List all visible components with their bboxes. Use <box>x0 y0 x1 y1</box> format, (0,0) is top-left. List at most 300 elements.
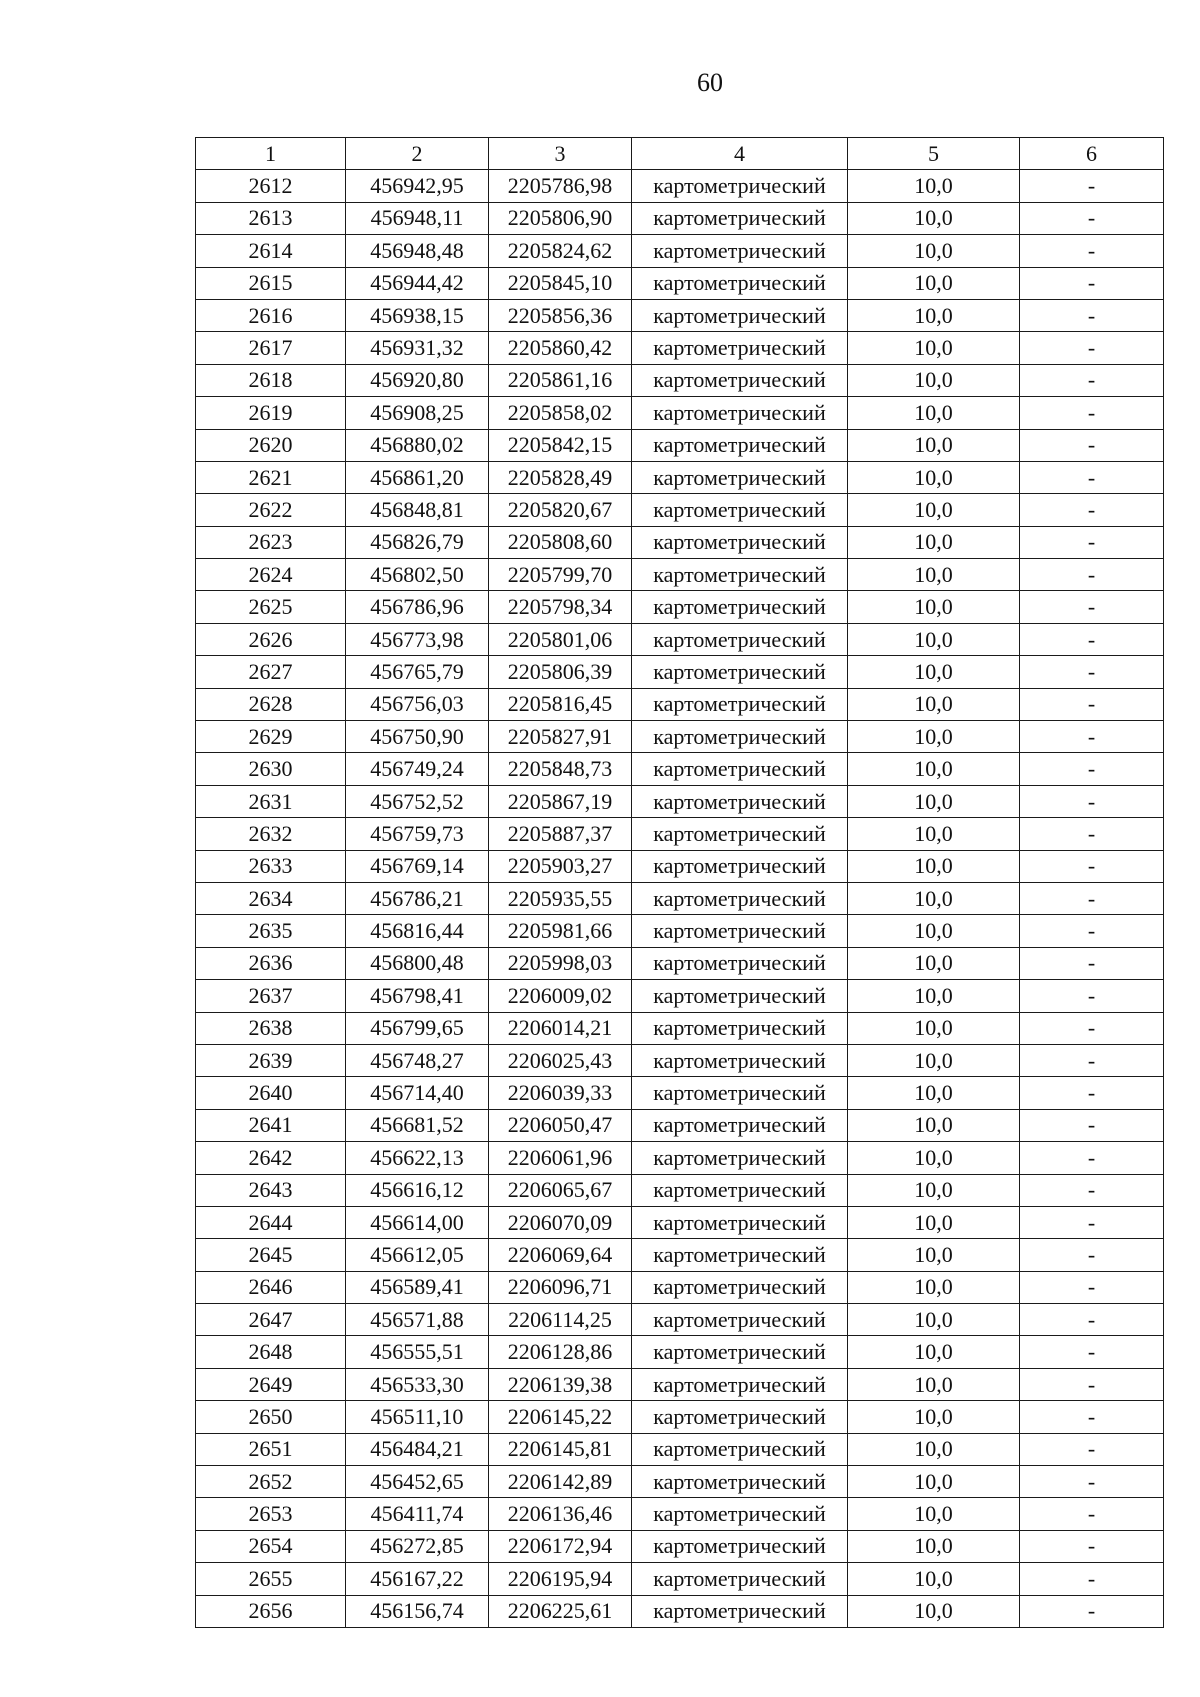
table-row <box>196 235 1164 267</box>
point-number-cell: 2643 <box>196 1174 346 1206</box>
y-coordinate-cell: 2206070,09 <box>489 1206 632 1238</box>
x-coordinate-cell: 456616,12 <box>346 1174 489 1206</box>
method-cell: картометрический <box>632 1012 848 1044</box>
y-coordinate-cell: 2205903,27 <box>489 850 632 882</box>
table-row <box>196 882 1164 914</box>
point-number-cell: 2623 <box>196 526 346 558</box>
method-cell: картометрический <box>632 591 848 623</box>
method-cell: картометрический <box>632 980 848 1012</box>
y-coordinate-cell: 2205799,70 <box>489 559 632 591</box>
x-coordinate-cell: 456750,90 <box>346 721 489 753</box>
point-number-cell: 2638 <box>196 1012 346 1044</box>
x-coordinate-cell: 456571,88 <box>346 1304 489 1336</box>
table-row <box>196 1563 1164 1595</box>
note-cell: - <box>1020 947 1164 979</box>
x-coordinate-cell: 456589,41 <box>346 1271 489 1303</box>
x-coordinate-cell: 456156,74 <box>346 1595 489 1627</box>
y-coordinate-cell: 2206039,33 <box>489 1077 632 1109</box>
point-number-cell: 2634 <box>196 882 346 914</box>
note-cell: - <box>1020 461 1164 493</box>
method-cell: картометрический <box>632 785 848 817</box>
table-row <box>196 980 1164 1012</box>
accuracy-cell: 10,0 <box>848 1401 1020 1433</box>
point-number-cell: 2617 <box>196 332 346 364</box>
y-coordinate-cell: 2205824,62 <box>489 235 632 267</box>
accuracy-cell: 10,0 <box>848 1239 1020 1271</box>
accuracy-cell: 10,0 <box>848 1012 1020 1044</box>
note-cell: - <box>1020 397 1164 429</box>
note-cell: - <box>1020 1271 1164 1303</box>
accuracy-cell: 10,0 <box>848 559 1020 591</box>
accuracy-cell: 10,0 <box>848 1174 1020 1206</box>
y-coordinate-cell: 2205806,90 <box>489 202 632 234</box>
y-coordinate-cell: 2205842,15 <box>489 429 632 461</box>
accuracy-cell: 10,0 <box>848 1044 1020 1076</box>
point-number-cell: 2639 <box>196 1044 346 1076</box>
y-coordinate-cell: 2205806,39 <box>489 656 632 688</box>
x-coordinate-cell: 456826,79 <box>346 526 489 558</box>
method-cell: картометрический <box>632 1239 848 1271</box>
x-coordinate-cell: 456167,22 <box>346 1563 489 1595</box>
x-coordinate-cell: 456533,30 <box>346 1368 489 1400</box>
y-coordinate-cell: 2206114,25 <box>489 1304 632 1336</box>
accuracy-cell: 10,0 <box>848 721 1020 753</box>
table-row <box>196 267 1164 299</box>
column-header-5: 5 <box>848 138 1020 170</box>
accuracy-cell: 10,0 <box>848 1336 1020 1368</box>
table-row <box>196 332 1164 364</box>
y-coordinate-cell: 2206142,89 <box>489 1466 632 1498</box>
x-coordinate-cell: 456948,48 <box>346 235 489 267</box>
x-coordinate-cell: 456411,74 <box>346 1498 489 1530</box>
note-cell: - <box>1020 1401 1164 1433</box>
x-coordinate-cell: 456786,21 <box>346 882 489 914</box>
note-cell: - <box>1020 1012 1164 1044</box>
point-number-cell: 2616 <box>196 299 346 331</box>
table-row <box>196 1239 1164 1271</box>
column-header-4: 4 <box>632 138 848 170</box>
x-coordinate-cell: 456880,02 <box>346 429 489 461</box>
point-number-cell: 2629 <box>196 721 346 753</box>
x-coordinate-cell: 456948,11 <box>346 202 489 234</box>
method-cell: картометрический <box>632 1401 848 1433</box>
note-cell: - <box>1020 494 1164 526</box>
table-row <box>196 1044 1164 1076</box>
accuracy-cell: 10,0 <box>848 267 1020 299</box>
column-header-6: 6 <box>1020 138 1164 170</box>
point-number-cell: 2651 <box>196 1433 346 1465</box>
accuracy-cell: 10,0 <box>848 623 1020 655</box>
method-cell: картометрический <box>632 1530 848 1562</box>
method-cell: картометрический <box>632 170 848 202</box>
note-cell: - <box>1020 1077 1164 1109</box>
table-row <box>196 1174 1164 1206</box>
y-coordinate-cell: 2205798,34 <box>489 591 632 623</box>
method-cell: картометрический <box>632 1498 848 1530</box>
table-row <box>196 1530 1164 1562</box>
table-row <box>196 1433 1164 1465</box>
accuracy-cell: 10,0 <box>848 235 1020 267</box>
note-cell: - <box>1020 785 1164 817</box>
method-cell: картометрический <box>632 1595 848 1627</box>
accuracy-cell: 10,0 <box>848 1466 1020 1498</box>
method-cell: картометрический <box>632 1142 848 1174</box>
point-number-cell: 2640 <box>196 1077 346 1109</box>
x-coordinate-cell: 456931,32 <box>346 332 489 364</box>
page-number: 60 <box>697 68 723 97</box>
point-number-cell: 2655 <box>196 1563 346 1595</box>
y-coordinate-cell: 2206050,47 <box>489 1109 632 1141</box>
accuracy-cell: 10,0 <box>848 1433 1020 1465</box>
x-coordinate-cell: 456748,27 <box>346 1044 489 1076</box>
note-cell: - <box>1020 170 1164 202</box>
x-coordinate-cell: 456773,98 <box>346 623 489 655</box>
table-body <box>196 170 1164 1628</box>
method-cell: картометрический <box>632 332 848 364</box>
note-cell: - <box>1020 1530 1164 1562</box>
x-coordinate-cell: 456920,80 <box>346 364 489 396</box>
note-cell: - <box>1020 980 1164 1012</box>
point-number-cell: 2636 <box>196 947 346 979</box>
y-coordinate-cell: 2206225,61 <box>489 1595 632 1627</box>
note-cell: - <box>1020 656 1164 688</box>
note-cell: - <box>1020 850 1164 882</box>
table-row <box>196 299 1164 331</box>
point-number-cell: 2618 <box>196 364 346 396</box>
note-cell: - <box>1020 1336 1164 1368</box>
method-cell: картометрический <box>632 1304 848 1336</box>
column-header-2: 2 <box>346 138 489 170</box>
coordinate-table <box>195 137 1164 1628</box>
y-coordinate-cell: 2205981,66 <box>489 915 632 947</box>
y-coordinate-cell: 2205828,49 <box>489 461 632 493</box>
y-coordinate-cell: 2206061,96 <box>489 1142 632 1174</box>
accuracy-cell: 10,0 <box>848 688 1020 720</box>
table-row <box>196 785 1164 817</box>
method-cell: картометрический <box>632 494 848 526</box>
point-number-cell: 2619 <box>196 397 346 429</box>
x-coordinate-cell: 456272,85 <box>346 1530 489 1562</box>
note-cell: - <box>1020 235 1164 267</box>
table-row <box>196 526 1164 558</box>
x-coordinate-cell: 456756,03 <box>346 688 489 720</box>
point-number-cell: 2625 <box>196 591 346 623</box>
accuracy-cell: 10,0 <box>848 1109 1020 1141</box>
method-cell: картометрический <box>632 267 848 299</box>
table-row <box>196 202 1164 234</box>
table-row <box>196 1368 1164 1400</box>
method-cell: картометрический <box>632 1433 848 1465</box>
accuracy-cell: 10,0 <box>848 397 1020 429</box>
note-cell: - <box>1020 753 1164 785</box>
accuracy-cell: 10,0 <box>848 170 1020 202</box>
point-number-cell: 2628 <box>196 688 346 720</box>
point-number-cell: 2656 <box>196 1595 346 1627</box>
point-number-cell: 2647 <box>196 1304 346 1336</box>
x-coordinate-cell: 456752,52 <box>346 785 489 817</box>
note-cell: - <box>1020 721 1164 753</box>
method-cell: картометрический <box>632 753 848 785</box>
method-cell: картометрический <box>632 397 848 429</box>
y-coordinate-cell: 2205848,73 <box>489 753 632 785</box>
accuracy-cell: 10,0 <box>848 526 1020 558</box>
method-cell: картометрический <box>632 1174 848 1206</box>
note-cell: - <box>1020 1174 1164 1206</box>
accuracy-cell: 10,0 <box>848 1304 1020 1336</box>
table-row <box>196 1401 1164 1433</box>
point-number-cell: 2650 <box>196 1401 346 1433</box>
point-number-cell: 2635 <box>196 915 346 947</box>
x-coordinate-cell: 456848,81 <box>346 494 489 526</box>
y-coordinate-cell: 2206014,21 <box>489 1012 632 1044</box>
note-cell: - <box>1020 429 1164 461</box>
x-coordinate-cell: 456816,44 <box>346 915 489 947</box>
x-coordinate-cell: 456769,14 <box>346 850 489 882</box>
note-cell: - <box>1020 299 1164 331</box>
table-row <box>196 1336 1164 1368</box>
y-coordinate-cell: 2206139,38 <box>489 1368 632 1400</box>
note-cell: - <box>1020 1109 1164 1141</box>
method-cell: картометрический <box>632 1044 848 1076</box>
method-cell: картометрический <box>632 1563 848 1595</box>
accuracy-cell: 10,0 <box>848 980 1020 1012</box>
y-coordinate-cell: 2206025,43 <box>489 1044 632 1076</box>
y-coordinate-cell: 2206136,46 <box>489 1498 632 1530</box>
x-coordinate-cell: 456484,21 <box>346 1433 489 1465</box>
point-number-cell: 2630 <box>196 753 346 785</box>
accuracy-cell: 10,0 <box>848 1563 1020 1595</box>
method-cell: картометрический <box>632 1368 848 1400</box>
accuracy-cell: 10,0 <box>848 299 1020 331</box>
y-coordinate-cell: 2205860,42 <box>489 332 632 364</box>
table-row <box>196 1466 1164 1498</box>
method-cell: картометрический <box>632 818 848 850</box>
table-row <box>196 947 1164 979</box>
method-cell: картометрический <box>632 429 848 461</box>
y-coordinate-cell: 2206172,94 <box>489 1530 632 1562</box>
point-number-cell: 2645 <box>196 1239 346 1271</box>
method-cell: картометрический <box>632 1466 848 1498</box>
note-cell: - <box>1020 1142 1164 1174</box>
x-coordinate-cell: 456452,65 <box>346 1466 489 1498</box>
accuracy-cell: 10,0 <box>848 1142 1020 1174</box>
table-row <box>196 1271 1164 1303</box>
y-coordinate-cell: 2205820,67 <box>489 494 632 526</box>
x-coordinate-cell: 456861,20 <box>346 461 489 493</box>
table-row <box>196 850 1164 882</box>
x-coordinate-cell: 456765,79 <box>346 656 489 688</box>
table-row <box>196 688 1164 720</box>
y-coordinate-cell: 2205935,55 <box>489 882 632 914</box>
table-row <box>196 429 1164 461</box>
y-coordinate-cell: 2205808,60 <box>489 526 632 558</box>
note-cell: - <box>1020 1044 1164 1076</box>
point-number-cell: 2621 <box>196 461 346 493</box>
y-coordinate-cell: 2205856,36 <box>489 299 632 331</box>
table-row <box>196 591 1164 623</box>
table-row <box>196 1595 1164 1627</box>
x-coordinate-cell: 456802,50 <box>346 559 489 591</box>
point-number-cell: 2620 <box>196 429 346 461</box>
y-coordinate-cell: 2205887,37 <box>489 818 632 850</box>
y-coordinate-cell: 2205801,06 <box>489 623 632 655</box>
x-coordinate-cell: 456714,40 <box>346 1077 489 1109</box>
x-coordinate-cell: 456555,51 <box>346 1336 489 1368</box>
method-cell: картометрический <box>632 656 848 688</box>
method-cell: картометрический <box>632 947 848 979</box>
method-cell: картометрический <box>632 915 848 947</box>
note-cell: - <box>1020 1563 1164 1595</box>
point-number-cell: 2633 <box>196 850 346 882</box>
accuracy-cell: 10,0 <box>848 656 1020 688</box>
point-number-cell: 2612 <box>196 170 346 202</box>
x-coordinate-cell: 456908,25 <box>346 397 489 429</box>
method-cell: картометрический <box>632 364 848 396</box>
table-row <box>196 656 1164 688</box>
column-header-1: 1 <box>196 138 346 170</box>
method-cell: картометрический <box>632 721 848 753</box>
note-cell: - <box>1020 591 1164 623</box>
note-cell: - <box>1020 1206 1164 1238</box>
accuracy-cell: 10,0 <box>848 947 1020 979</box>
accuracy-cell: 10,0 <box>848 332 1020 364</box>
accuracy-cell: 10,0 <box>848 882 1020 914</box>
table-row <box>196 559 1164 591</box>
method-cell: картометрический <box>632 1271 848 1303</box>
y-coordinate-cell: 2205998,03 <box>489 947 632 979</box>
x-coordinate-cell: 456511,10 <box>346 1401 489 1433</box>
x-coordinate-cell: 456622,13 <box>346 1142 489 1174</box>
accuracy-cell: 10,0 <box>848 785 1020 817</box>
point-number-cell: 2626 <box>196 623 346 655</box>
accuracy-cell: 10,0 <box>848 1206 1020 1238</box>
accuracy-cell: 10,0 <box>848 461 1020 493</box>
accuracy-cell: 10,0 <box>848 429 1020 461</box>
point-number-cell: 2648 <box>196 1336 346 1368</box>
note-cell: - <box>1020 526 1164 558</box>
y-coordinate-cell: 2206096,71 <box>489 1271 632 1303</box>
table-row <box>196 721 1164 753</box>
point-number-cell: 2641 <box>196 1109 346 1141</box>
table-row <box>196 623 1164 655</box>
note-cell: - <box>1020 267 1164 299</box>
point-number-cell: 2646 <box>196 1271 346 1303</box>
method-cell: картометрический <box>632 1077 848 1109</box>
point-number-cell: 2614 <box>196 235 346 267</box>
table-row <box>196 364 1164 396</box>
note-cell: - <box>1020 559 1164 591</box>
note-cell: - <box>1020 915 1164 947</box>
y-coordinate-cell: 2206065,67 <box>489 1174 632 1206</box>
point-number-cell: 2642 <box>196 1142 346 1174</box>
x-coordinate-cell: 456786,96 <box>346 591 489 623</box>
note-cell: - <box>1020 1595 1164 1627</box>
x-coordinate-cell: 456938,15 <box>346 299 489 331</box>
y-coordinate-cell: 2206128,86 <box>489 1336 632 1368</box>
note-cell: - <box>1020 882 1164 914</box>
y-coordinate-cell: 2205816,45 <box>489 688 632 720</box>
method-cell: картометрический <box>632 202 848 234</box>
point-number-cell: 2613 <box>196 202 346 234</box>
method-cell: картометрический <box>632 623 848 655</box>
y-coordinate-cell: 2206145,81 <box>489 1433 632 1465</box>
method-cell: картометрический <box>632 235 848 267</box>
method-cell: картометрический <box>632 299 848 331</box>
table-row <box>196 1109 1164 1141</box>
note-cell: - <box>1020 1466 1164 1498</box>
accuracy-cell: 10,0 <box>848 591 1020 623</box>
method-cell: картометрический <box>632 882 848 914</box>
point-number-cell: 2622 <box>196 494 346 526</box>
y-coordinate-cell: 2205858,02 <box>489 397 632 429</box>
note-cell: - <box>1020 688 1164 720</box>
table-row <box>196 1012 1164 1044</box>
y-coordinate-cell: 2205786,98 <box>489 170 632 202</box>
point-number-cell: 2652 <box>196 1466 346 1498</box>
accuracy-cell: 10,0 <box>848 850 1020 882</box>
x-coordinate-cell: 456800,48 <box>346 947 489 979</box>
x-coordinate-cell: 456759,73 <box>346 818 489 850</box>
accuracy-cell: 10,0 <box>848 1368 1020 1400</box>
note-cell: - <box>1020 364 1164 396</box>
accuracy-cell: 10,0 <box>848 1530 1020 1562</box>
point-number-cell: 2653 <box>196 1498 346 1530</box>
y-coordinate-cell: 2205845,10 <box>489 267 632 299</box>
note-cell: - <box>1020 623 1164 655</box>
y-coordinate-cell: 2206009,02 <box>489 980 632 1012</box>
accuracy-cell: 10,0 <box>848 1271 1020 1303</box>
point-number-cell: 2632 <box>196 818 346 850</box>
method-cell: картометрический <box>632 559 848 591</box>
point-number-cell: 2624 <box>196 559 346 591</box>
method-cell: картометрический <box>632 526 848 558</box>
point-number-cell: 2644 <box>196 1206 346 1238</box>
table-header-row <box>196 138 1164 170</box>
accuracy-cell: 10,0 <box>848 753 1020 785</box>
y-coordinate-cell: 2206195,94 <box>489 1563 632 1595</box>
note-cell: - <box>1020 818 1164 850</box>
note-cell: - <box>1020 1433 1164 1465</box>
y-coordinate-cell: 2205861,16 <box>489 364 632 396</box>
method-cell: картометрический <box>632 1109 848 1141</box>
point-number-cell: 2627 <box>196 656 346 688</box>
x-coordinate-cell: 456749,24 <box>346 753 489 785</box>
point-number-cell: 2649 <box>196 1368 346 1400</box>
note-cell: - <box>1020 332 1164 364</box>
method-cell: картометрический <box>632 850 848 882</box>
note-cell: - <box>1020 1498 1164 1530</box>
x-coordinate-cell: 456614,00 <box>346 1206 489 1238</box>
accuracy-cell: 10,0 <box>848 202 1020 234</box>
table-row <box>196 1498 1164 1530</box>
note-cell: - <box>1020 1304 1164 1336</box>
accuracy-cell: 10,0 <box>848 1595 1020 1627</box>
accuracy-cell: 10,0 <box>848 494 1020 526</box>
x-coordinate-cell: 456681,52 <box>346 1109 489 1141</box>
accuracy-cell: 10,0 <box>848 1498 1020 1530</box>
column-header-3: 3 <box>489 138 632 170</box>
table-row <box>196 1304 1164 1336</box>
method-cell: картометрический <box>632 1206 848 1238</box>
table-row <box>196 753 1164 785</box>
table-row <box>196 461 1164 493</box>
x-coordinate-cell: 456612,05 <box>346 1239 489 1271</box>
accuracy-cell: 10,0 <box>848 818 1020 850</box>
accuracy-cell: 10,0 <box>848 1077 1020 1109</box>
table-row <box>196 397 1164 429</box>
table-row <box>196 170 1164 202</box>
table-row <box>196 1142 1164 1174</box>
